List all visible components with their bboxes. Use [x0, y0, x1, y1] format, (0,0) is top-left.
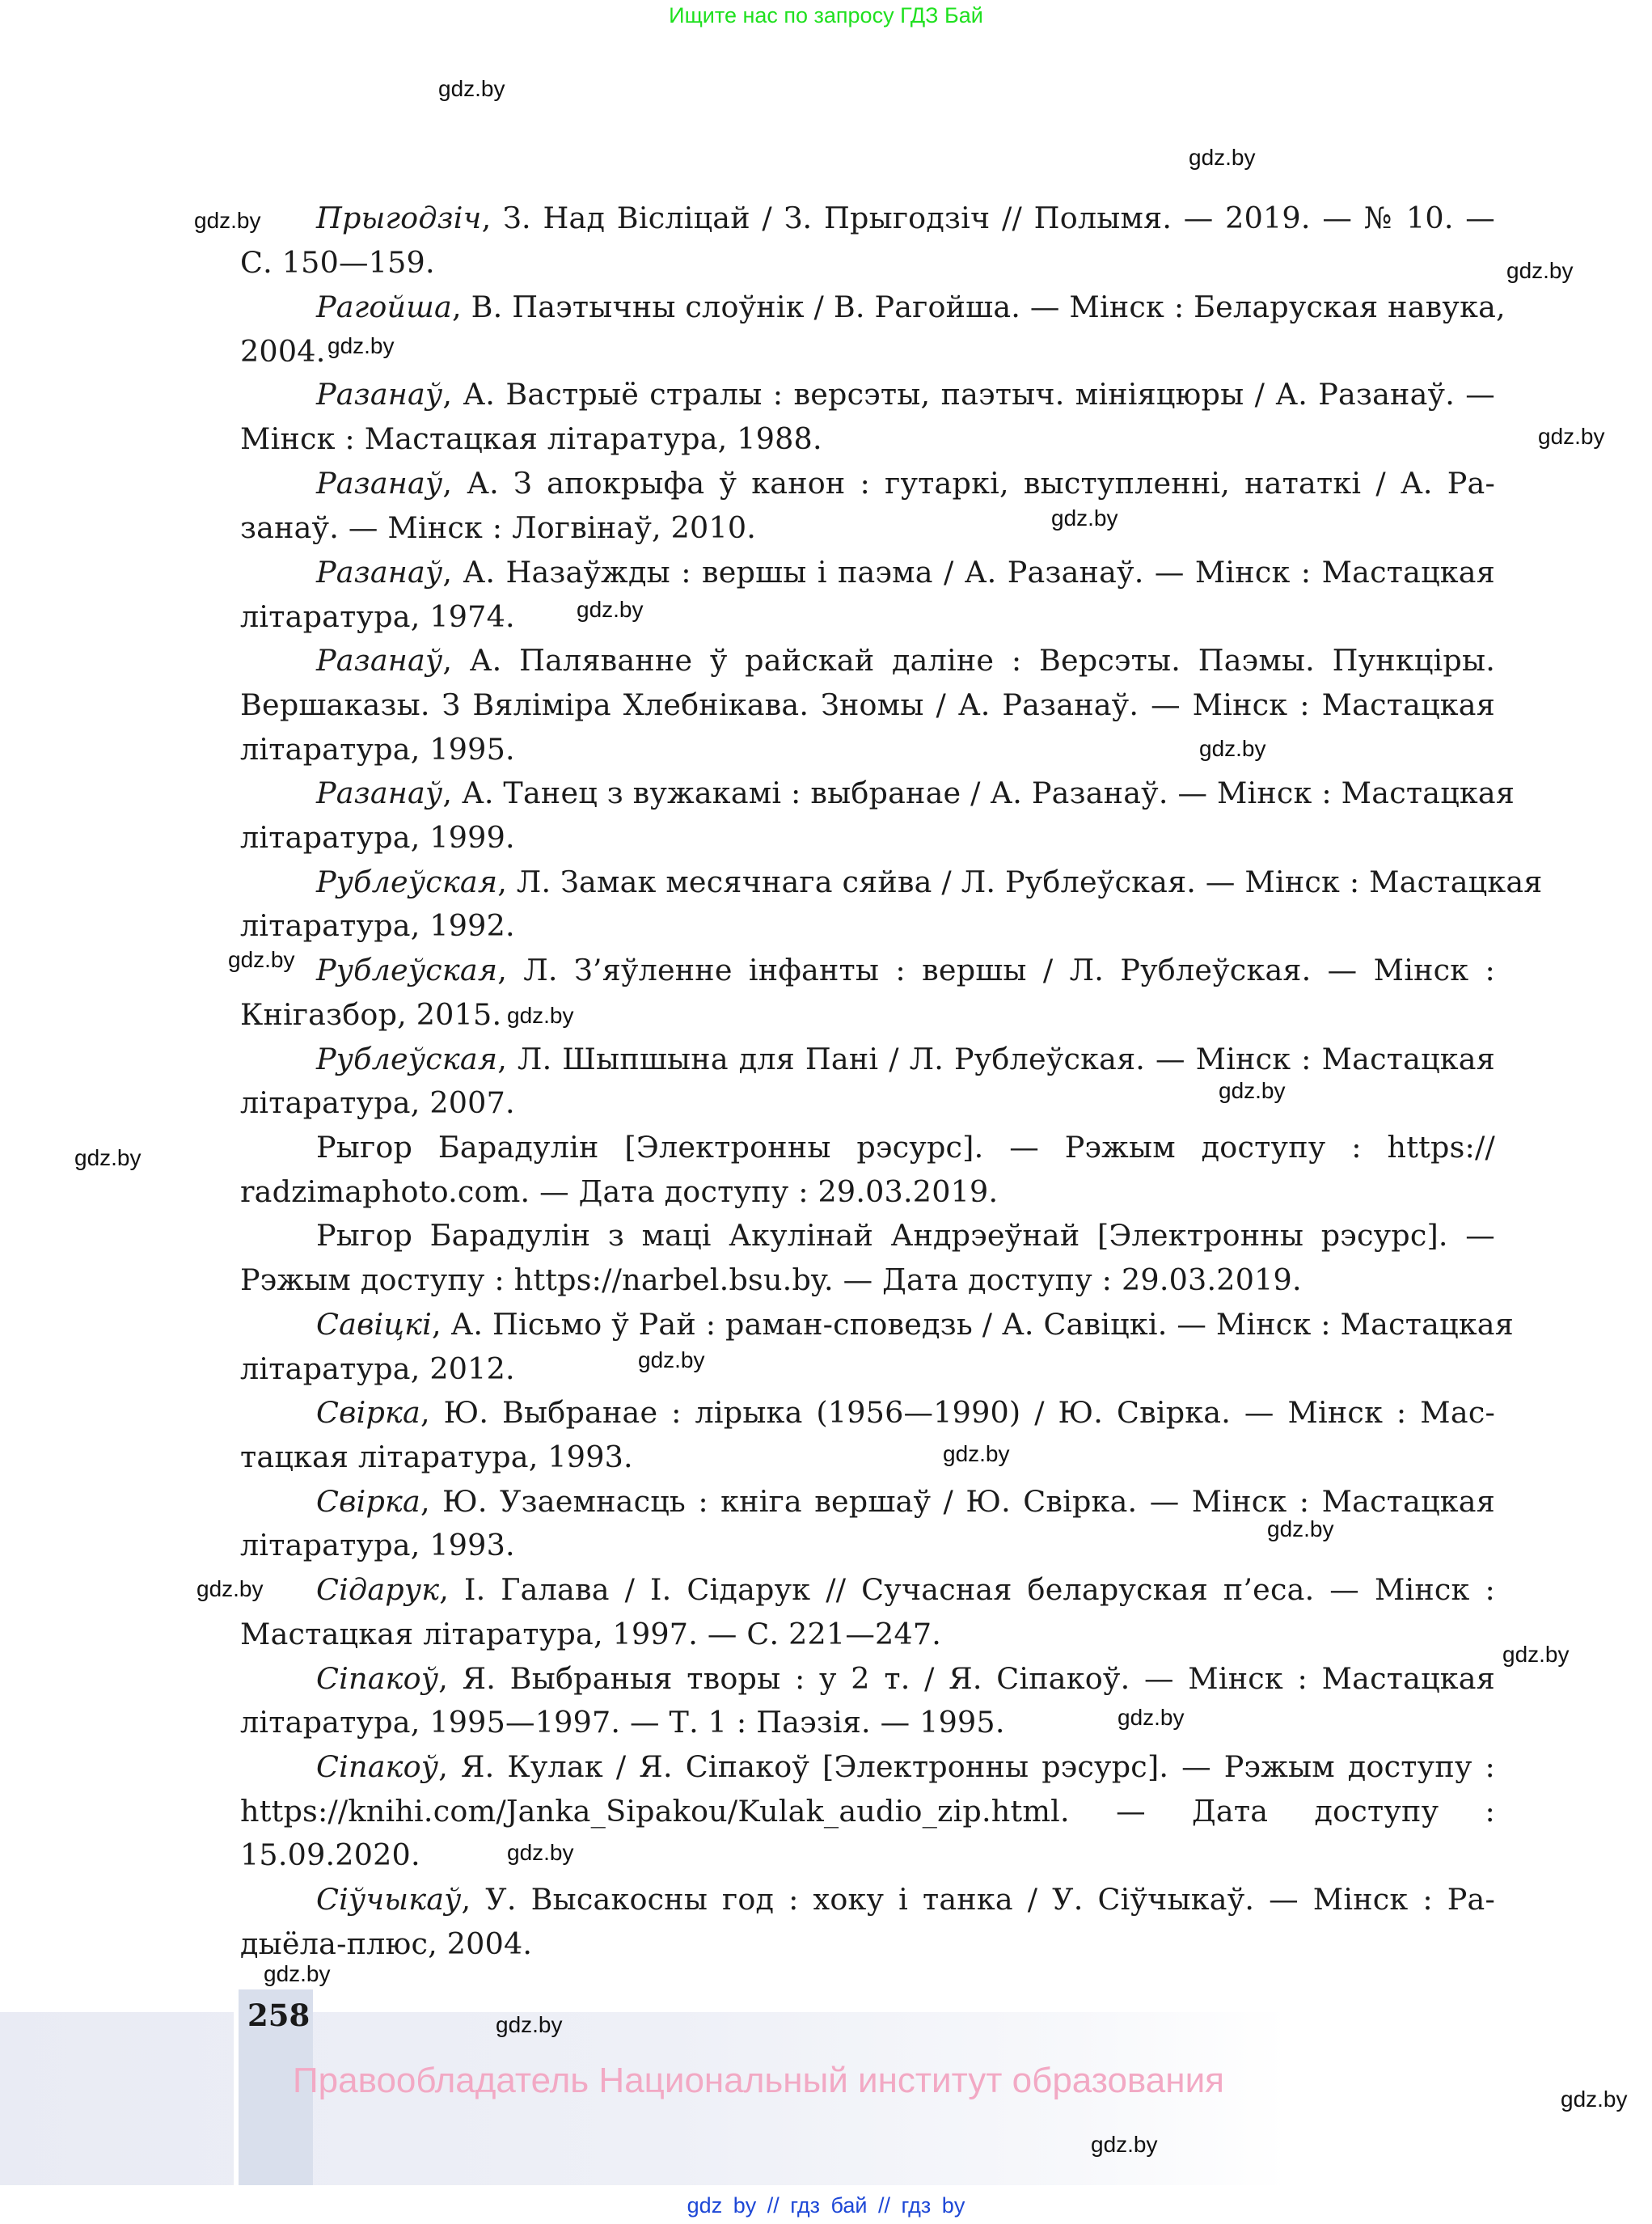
entry-author: Свірка: [316, 1395, 420, 1430]
watermark: gdz.by: [507, 1003, 574, 1028]
entry-text: занаў. — Мінск : Логвінаў, 2010.: [240, 510, 757, 545]
watermark: gdz.by: [1267, 1516, 1334, 1541]
entry-line: [240, 334, 1495, 370]
entry-text: , А. Пісьмо ў Рай : раман-споведзь / А. Савіцкі. — Мінск : Мастацкая: [431, 1307, 1514, 1342]
watermark: gdz.by: [1561, 2087, 1628, 2112]
entry-line: [316, 1882, 1495, 1917]
entry-author: Разанаў: [316, 776, 443, 810]
entry-line: [240, 510, 1495, 546]
link-separator: //: [767, 2193, 780, 2218]
entry-author: Рублеўская: [316, 953, 498, 987]
entry-line: [316, 1395, 1495, 1431]
entry-author: Разанаў: [316, 643, 443, 678]
entry-line: [316, 555, 1495, 590]
entry-line: [316, 865, 1543, 900]
entry-text: літаратура, 1993.: [240, 1528, 515, 1562]
entry-author: Прыгодзіч: [316, 201, 482, 235]
entry-text: літаратура, 1974.: [240, 599, 515, 634]
entry-line: [316, 1749, 1495, 1785]
entry-author: Сіўчыкаў: [316, 1882, 462, 1917]
watermark: gdz.by: [638, 1347, 705, 1372]
entry-text: , І. Галава / І. Сідарук // Сучасная беларуская п’еса. — Мінск :: [439, 1572, 1495, 1607]
entry-text: Вершаказы. З Вяліміра Хлебнікава. Зномы / А. Разанаў. — Мінск : Мастацкая: [240, 687, 1495, 722]
entry-text: 15.09.2020.: [240, 1837, 420, 1872]
entry-line: [316, 1130, 1495, 1165]
entry-author: Сідарук: [316, 1572, 440, 1607]
watermark: gdz.by: [1538, 424, 1605, 449]
entry-author: Разанаў: [316, 555, 443, 590]
entry-line: [240, 997, 1495, 1033]
watermark: gdz.by: [74, 1145, 142, 1170]
entry-text: , Я. Кулак / Я. Сіпакоў [Электронны рэсурс]. — Рэжым доступу :: [438, 1749, 1495, 1784]
entry-line: [240, 421, 1495, 457]
watermark: gdz.by: [1091, 2132, 1158, 2157]
entry-line: [240, 908, 1495, 944]
watermark: gdz.by: [1189, 145, 1256, 170]
watermark: gdz.by: [1199, 736, 1266, 761]
entry-line: [240, 599, 1495, 635]
entry-text: Мінск : Мастацкая літаратура, 1988.: [240, 421, 822, 456]
entry-text: , А. З апокрыфа ў канон : гутаркі, выступленні, нататкі / А. Ра-: [442, 466, 1495, 501]
entry-link: Рэжым доступу : https://narbel.bsu.by. — Дата доступу : 29.03.2019.: [240, 1262, 1302, 1297]
entry-line: [316, 776, 1515, 811]
entry-text: , А. Назаўжды : вершы і паэма / А. Разанаў. — Мінск : Мастацкая: [442, 555, 1495, 590]
entry-line: [240, 1347, 1495, 1387]
entry-text: , Л. Шыпшына для Пані / Л. Рублеўская. — Мінск : Мастацкая: [497, 1042, 1495, 1076]
entry-line: [316, 1484, 1495, 1520]
watermark: gdz.by: [496, 2012, 563, 2037]
entry-line: [316, 201, 1495, 236]
link-gdz-by[interactable]: gdz by: [687, 2193, 757, 2218]
entry-line: [240, 1262, 1495, 1298]
entry-line: [316, 290, 1506, 325]
entry-text: Рыгор Барадулін [Электронны рэсурс]. — Рэжым доступу : https://: [316, 1130, 1495, 1165]
entry-text: Мастацкая літаратура, 1997. — С. 221—247.: [240, 1617, 942, 1651]
entry-text: , Л. Замак месячнага сяйва / Л. Рублеўская. — Мінск : Мастацкая: [497, 865, 1543, 899]
entry-text: , Л. З’яўленне інфанты : вершы / Л. Рублеўская. — Мінск :: [497, 953, 1495, 987]
entry-line: [240, 1440, 1495, 1475]
watermark: gdz.by: [1502, 1642, 1570, 1667]
entry-text: літаратура, 1992.: [240, 908, 515, 943]
entry-line: [240, 1085, 1495, 1121]
entry-link: radzimaphoto.com. — Дата доступу : 29.03.2019.: [240, 1174, 999, 1209]
entry-author: Сіпакоў: [316, 1661, 439, 1696]
entry-line: [316, 377, 1495, 412]
entry-author: Разанаў: [316, 466, 443, 501]
entry-text: С. 150—159.: [240, 245, 435, 280]
entry-line: [240, 732, 1495, 767]
entry-text: тацкая літаратура, 1993.: [240, 1440, 633, 1474]
entry-text: , А. Паляванне ў райскай даліне : Версэты. Паэмы. Пункціры.: [442, 643, 1495, 678]
watermark: gdz.by: [577, 597, 644, 622]
watermark: gdz.by: [438, 76, 505, 101]
copyright-notice: Правообладатель Национальный институт образования: [293, 2061, 1224, 2100]
entry-text: , Ю. Выбранае : лірыка (1956—1990) / Ю. Свірка. — Мінск : Мас-: [420, 1395, 1495, 1430]
entry-author: Рублеўская: [316, 1042, 498, 1076]
entry-author: Сіпакоў: [316, 1749, 439, 1784]
entry-line: [240, 1926, 1495, 1962]
entry-text: , У. Высакосны год : хоку і танка / У. Сіўчыкаў. — Мінск : Ра-: [461, 1882, 1495, 1917]
top-banner[interactable]: Ищите нас по запросу ГДЗ Бай: [669, 3, 983, 27]
entry-text: літаратура, 1999.: [240, 820, 515, 855]
watermark: gdz.by: [507, 1840, 574, 1865]
entry-text: , Я. Выбраныя творы : у 2 т. / Я. Сіпакоў. — Мінск : Мастацкая: [438, 1661, 1495, 1696]
watermark: gdz.by: [1506, 258, 1574, 283]
bottom-links: [0, 2193, 1652, 2218]
entry-text: дыёла-плюс, 2004.: [240, 1926, 533, 1961]
entry-author: Савіцкі: [316, 1307, 432, 1342]
watermark: gdz.by: [1051, 505, 1118, 531]
entry-line: [240, 1837, 1495, 1873]
link-gdz-by-cyr[interactable]: гдз by: [901, 2193, 965, 2218]
entry-line: [316, 1218, 1495, 1254]
entry-author: Рагойша: [316, 290, 452, 324]
entry-line: [240, 820, 1495, 856]
entry-text: 2004.: [240, 334, 326, 369]
watermark: gdz.by: [1219, 1078, 1286, 1103]
watermark: gdz.by: [943, 1441, 1010, 1466]
entry-text: , В. Паэтычны слоўнік / В. Рагойша. — Мінск : Беларуская навука,: [452, 290, 1506, 324]
entry-link: https://knihi.com/Janka_Sipakou/Kulak_audio_zip.html. — Дата доступу :: [240, 1794, 1495, 1829]
entry-text: , А. Вастрыё стралы : версэты, паэтыч. мініяцюры / А. Разанаў. —: [442, 377, 1495, 412]
watermark: gdz.by: [194, 208, 261, 233]
watermark: gdz.by: [196, 1576, 264, 1601]
watermark: gdz.by: [264, 1961, 331, 1986]
entry-text: Рыгор Барадулін з маці Акулінай Андрэеўнай [Электронны рэсурс]. —: [316, 1218, 1495, 1253]
entry-text: Кнігазбор, 2015.: [240, 997, 502, 1032]
watermark: gdz.by: [327, 333, 395, 358]
entry-line: [316, 643, 1495, 679]
entry-line: [240, 1705, 1495, 1740]
entry-text: літаратура, 1995—1997. — Т. 1 : Паэзія. — 1995.: [240, 1705, 1005, 1740]
entry-text: літаратура, 2007.: [240, 1085, 515, 1120]
entry-author: Разанаў: [316, 377, 443, 412]
page-number: 258: [247, 1998, 311, 2033]
entry-line: [240, 1174, 1495, 1210]
entry-text: , Ю. Узаемнасць : кніга вершаў / Ю. Свірка. — Мінск : Мастацкая: [420, 1484, 1495, 1519]
entry-author: Рублеўская: [316, 865, 498, 899]
entry-line: [316, 466, 1495, 501]
entry-text: , З. Над Вісліцай / З. Прыгодзіч // Полымя. — 2019. — № 10. —: [481, 201, 1495, 235]
entry-text: , А. Танец з вужакамі : выбранае / А. Разанаў. — Мінск : Мастацкая: [442, 776, 1515, 810]
entry-author: Свірка: [316, 1484, 420, 1519]
entry-line: [316, 1042, 1495, 1077]
entry-line: [316, 953, 1495, 988]
watermark: gdz.by: [1118, 1705, 1185, 1730]
entry-line: [316, 1661, 1495, 1697]
entry-text: літаратура, 1995.: [240, 732, 515, 767]
link-gdz-bai[interactable]: гдз бай: [790, 2193, 868, 2218]
entry-line: [240, 1617, 1495, 1652]
watermark: gdz.by: [228, 947, 295, 972]
entry-line: [316, 1307, 1514, 1342]
link-separator: //: [878, 2193, 891, 2218]
entry-line: [316, 1572, 1495, 1608]
entry-line: [240, 1794, 1495, 1829]
entry-text: літаратура, 2012.: [240, 1351, 515, 1386]
entry-line: [240, 245, 1495, 281]
entry-line: [240, 687, 1495, 723]
